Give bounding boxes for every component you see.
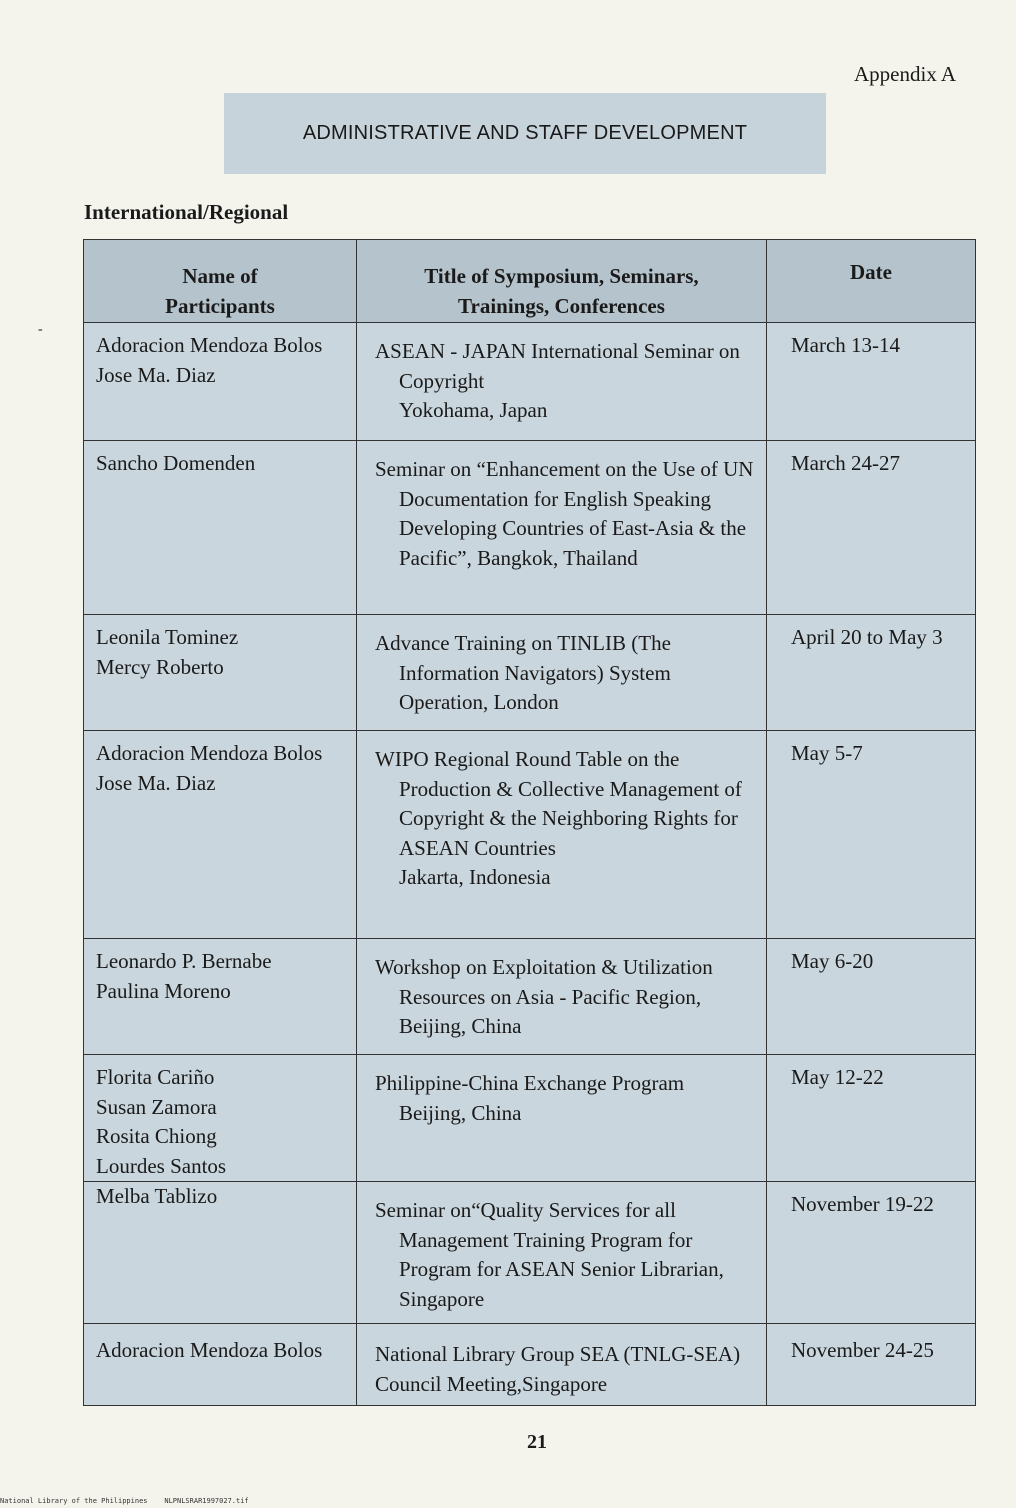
page-title: ADMINISTRATIVE AND STAFF DEVELOPMENT (302, 122, 748, 144)
header-title-line: Title of Symposium, Seminars, (424, 264, 699, 288)
event-title-cell (357, 939, 767, 1055)
participants-cell (84, 731, 357, 939)
event-date: May 12-22 (767, 1055, 976, 1182)
event-title: Advance Training on TINLIB (The Information Navigators) System Operation, London (375, 631, 671, 714)
participant-name: Lourdes Santos (96, 1153, 227, 1178)
participant-name: Paulina Moreno (96, 978, 231, 1003)
table-header-row (84, 240, 976, 323)
event-title: Workshop on Exploitation & Utilization Resources on Asia - Pacific Region, Beijing, China (375, 955, 713, 1038)
header-participants (84, 240, 357, 323)
event-location: Yokohama, Japan (399, 398, 548, 422)
table-row (84, 731, 976, 939)
participant-name: Melba Tablizo (96, 1184, 218, 1208)
participant-name: Jose Ma. Diaz (96, 362, 216, 387)
table-row (84, 441, 976, 615)
event-date: March 24-27 (767, 441, 976, 615)
participant-name: Leonardo P. Bernabe (96, 949, 272, 973)
event-location: Beijing, China (399, 1100, 522, 1125)
table-row (84, 1324, 976, 1406)
event-title: Seminar on “Enhancement on the Use of UN Documentation for English Speaking Developing Countries of East-Asia & the Pacific”, Bangkok, Thailand (375, 457, 754, 570)
event-title: ASEAN - JAPAN International Seminar on Copyright (375, 339, 740, 393)
section-heading: International/Regional (84, 200, 289, 224)
scan-footer: National Library of the Philippines NLPNLSRAR1997027.tif (0, 1497, 249, 1505)
table-row (84, 1055, 976, 1182)
participant-name: Leonila Tominez (96, 625, 239, 649)
event-title-cell (357, 1324, 767, 1406)
margin-mark: - (38, 322, 43, 337)
participants-cell (84, 1324, 357, 1406)
table-row (84, 939, 976, 1055)
event-date: November 24-25 (767, 1324, 976, 1406)
participant-name: Adoracion Mendoza Bolos (96, 741, 323, 765)
event-title: National Library Group SEA (TNLG-SEA) Council Meeting,Singapore (375, 1342, 741, 1396)
event-date: November 19-22 (767, 1182, 976, 1324)
event-title-cell (357, 731, 767, 939)
participant-name: Mercy Roberto (96, 654, 224, 679)
header-date: Date (767, 240, 976, 323)
event-date: May 6-20 (767, 939, 976, 1055)
event-date: March 13-14 (767, 323, 976, 441)
header-participants-line: Participants (165, 293, 275, 318)
table-row (84, 1182, 976, 1324)
header-title-line: Trainings, Conferences (458, 293, 665, 318)
event-location: Jakarta, Indonesia (399, 865, 551, 889)
participants-cell (84, 323, 357, 441)
event-title-cell (357, 441, 767, 615)
participant-name: Susan Zamora (96, 1094, 217, 1119)
page-title-banner (224, 93, 826, 174)
participant-name: Adoracion Mendoza Bolos (96, 333, 323, 357)
event-title-cell (357, 615, 767, 731)
event-title-cell (357, 1055, 767, 1182)
event-title-cell (357, 323, 767, 441)
event-title: Seminar on“Quality Services for all Management Training Program for Program for ASEAN Senior Librarian, Singapore (375, 1198, 724, 1311)
event-date: April 20 to May 3 (767, 615, 976, 731)
participant-name: Jose Ma. Diaz (96, 770, 216, 795)
event-title: WIPO Regional Round Table on the Production & Collective Management of Copyright & the Neighboring Rights for ASEAN Countries (375, 747, 742, 860)
event-title: Philippine-China Exchange Program (375, 1071, 685, 1095)
participants-cell (84, 939, 357, 1055)
participants-cell (84, 1182, 357, 1324)
header-title (357, 240, 767, 323)
header-participants-line: Name of (182, 264, 258, 288)
participant-name: Adoracion Mendoza Bolos (96, 1338, 323, 1362)
participants-cell (84, 441, 357, 615)
participant-name: Sancho Domenden (96, 451, 256, 475)
training-schedule-table (83, 239, 976, 1406)
appendix-label: Appendix A (854, 62, 957, 86)
participants-cell (84, 1055, 357, 1182)
participant-name: Florita Cariño (96, 1065, 215, 1089)
table-row (84, 323, 976, 441)
event-title-cell (357, 1182, 767, 1324)
page-number: 21 (527, 1431, 547, 1453)
table-row (84, 615, 976, 731)
event-date: May 5-7 (767, 731, 976, 939)
participant-name: Rosita Chiong (96, 1124, 217, 1148)
participants-cell (84, 615, 357, 731)
